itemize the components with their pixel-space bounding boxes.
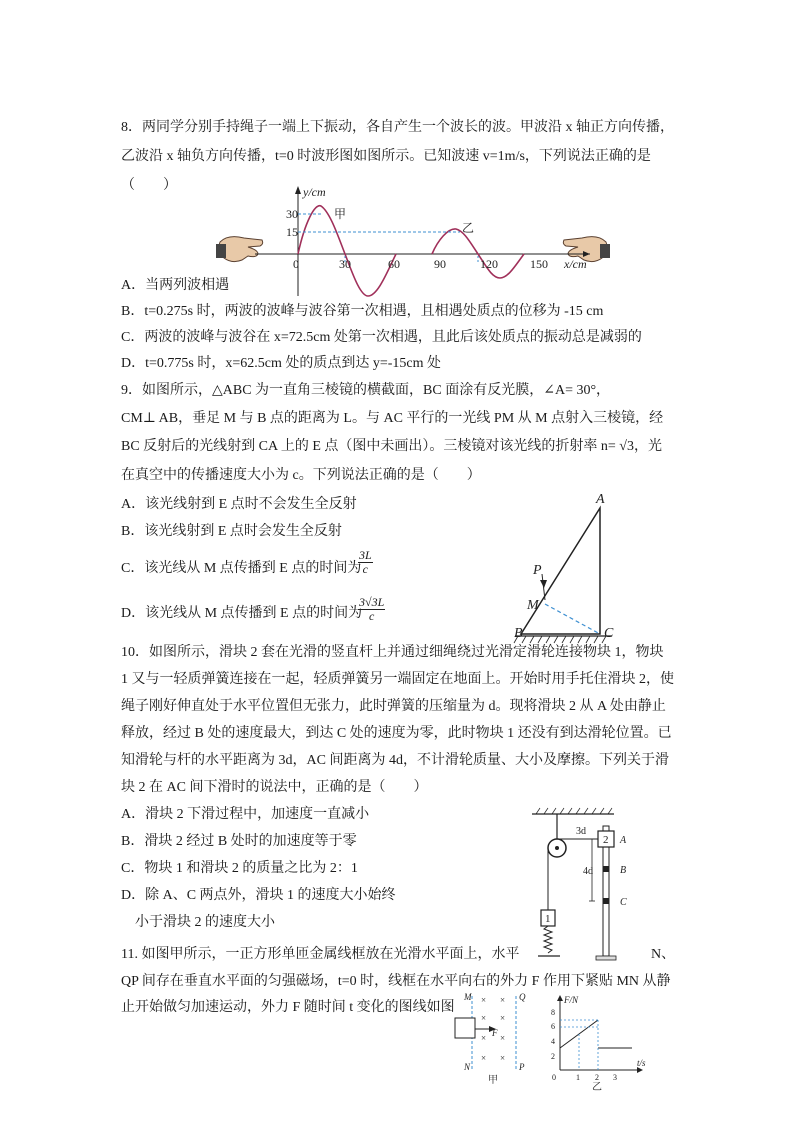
- svg-text:×: ×: [481, 995, 487, 1005]
- svg-text:B: B: [620, 865, 627, 876]
- q8-ytick-30: 30: [286, 207, 298, 221]
- q8-xtick-90: 90: [434, 257, 446, 271]
- svg-text:Q: Q: [519, 992, 526, 1002]
- q11-line1-tail: N、: [651, 947, 676, 962]
- svg-text:F: F: [492, 1028, 498, 1038]
- q8-xtick-120: 120: [480, 257, 498, 271]
- q9-label-p: P: [533, 563, 542, 578]
- q8-blank: （ ）: [121, 178, 177, 193]
- q9-label-a: A: [596, 492, 605, 507]
- q8-option-c: C．两波的波峰与波谷在 x=72.5cm 处第一次相遇，且此后该处质点的振动总是减弱的: [121, 330, 642, 345]
- q9-label-b: B: [514, 626, 523, 641]
- svg-text:甲: 甲: [488, 1075, 498, 1086]
- svg-text:×: ×: [500, 995, 506, 1005]
- q8-ytick-15: 15: [286, 225, 298, 239]
- svg-text:0: 0: [552, 1073, 556, 1082]
- svg-text:×: ×: [481, 1053, 487, 1063]
- q10-option-b: B．滑块 2 经过 B 处时的加速度等于零: [121, 834, 357, 849]
- q11-line2: QP 间存在垂直水平面的匀强磁场，t=0 时，线框在水平向右的外力 F 作用下紧贴 MN 从静: [121, 974, 671, 989]
- q8-x-label: x/cm: [564, 257, 587, 271]
- q10-option-d: D．除 A、C 两点外，滑块 1 的速度大小始终: [121, 888, 396, 903]
- q9-line3: BC 反射后的光线射到 CA 上的 E 点（图中未画出）。三棱镜对该光线的折射率 n= √3，光: [121, 439, 662, 454]
- svg-text:P: P: [519, 1062, 525, 1072]
- q8-xtick-30: 30: [339, 257, 351, 271]
- q9-label-c: C: [604, 626, 614, 641]
- svg-text:M: M: [464, 992, 472, 1002]
- label-3d: 3d: [576, 826, 586, 837]
- square-frame: [455, 1018, 475, 1038]
- q10-line1: 10．如图所示，滑块 2 套在光滑的竖直杆上并通过细绳绕过光滑定滑轮连接物块 1，物块: [121, 645, 664, 660]
- q8-option-a: A．当两列波相遇: [121, 278, 230, 293]
- q9-option-a: A．该光线射到 E 点时不会发生全反射: [121, 497, 357, 512]
- q10-line2: 1 又与一轻质弹簧连接在一起，轻质弹簧另一端固定在地面上。开始时用手托住滑块 2，使: [121, 672, 674, 687]
- svg-text:4: 4: [551, 1037, 555, 1046]
- svg-text:t/s: t/s: [637, 1058, 646, 1068]
- svg-text:C: C: [620, 897, 627, 908]
- q9-line4: 在真空中的传播速度大小为 c。下列说法正确的是（ ）: [121, 468, 481, 483]
- svg-text:×: ×: [500, 1013, 506, 1023]
- svg-text:乙: 乙: [592, 1082, 602, 1093]
- q9-line2: CM⊥ AB，垂足 M 与 B 点的距离为 L。与 AC 平行的一光线 PM 从 M 点射入三棱镜，经: [121, 411, 664, 426]
- q8-option-b: B．t=0.275s 时，两波的波峰与波谷第一次相遇，且相遇处质点的位移为 -15 cm: [121, 304, 604, 319]
- svg-text:F/N: F/N: [564, 995, 579, 1005]
- q9-line1: 9．如图所示，△ABC 为一直角三棱镜的横截面，BC 面涂有反光膜，∠A= 30°，: [121, 383, 611, 398]
- svg-text:8: 8: [551, 1008, 555, 1017]
- q9-option-c: C．该光线从 M 点传播到 E 点的时间为: [121, 561, 362, 576]
- q9-frac-d: $\frac{3√3L}{c}$: [359, 595, 385, 623]
- q10-option-a: A．滑块 2 下滑过程中，加速度一直减小: [121, 807, 370, 822]
- q9-option-d: D．该光线从 M 点传播到 E 点的时间为: [121, 606, 363, 621]
- svg-text:N: N: [464, 1062, 471, 1072]
- svg-text:3: 3: [613, 1073, 617, 1082]
- svg-text:2: 2: [595, 1073, 599, 1082]
- q8-label-jia: 甲: [334, 207, 347, 221]
- svg-text:2: 2: [551, 1052, 555, 1061]
- q9-option-b: B．该光线射到 E 点时会发生全反射: [121, 524, 342, 539]
- q11-line1: 11. 如图甲所示，一正方形单匝金属线框放在光滑水平面上，水平: [121, 947, 520, 962]
- svg-text:2: 2: [603, 834, 609, 846]
- q11-line3: 止开始做匀加速运动，外力 F 随时间 t 变化的图线如图: [121, 1000, 455, 1015]
- q8-xtick-150: 150: [530, 257, 548, 271]
- q10-line4: 释放，经过 B 处的速度最大，到达 C 处的速度为零，此时物块 1 还没有到达滑轮位置。已: [121, 726, 672, 741]
- svg-text:1: 1: [576, 1073, 580, 1082]
- svg-text:A: A: [620, 835, 627, 846]
- q8-xtick-60: 60: [388, 257, 400, 271]
- q10-line3: 绳子刚好伸直处于水平位置但无张力，此时弹簧的压缩量为 d。现将滑块 2 从 A 处由静止: [121, 699, 666, 714]
- label-4d: 4d: [583, 866, 593, 877]
- q9-frac-c: $\frac{3L}{c}$: [359, 548, 372, 576]
- svg-text:×: ×: [500, 1033, 506, 1043]
- q8-xtick-0: 0: [293, 257, 299, 271]
- svg-text:×: ×: [481, 1013, 487, 1023]
- svg-text:×: ×: [500, 1053, 506, 1063]
- q10-line5: 知滑轮与杆的水平距离为 3d，AC 间距离为 4d，不计滑轮质量、大小及摩擦。下列关于滑: [121, 753, 669, 768]
- q10-option-c: C．物块 1 和滑块 2 的质量之比为 2：1: [121, 861, 358, 876]
- q8-y-label: y/cm: [303, 185, 326, 199]
- svg-text:1: 1: [545, 913, 551, 925]
- svg-text:×: ×: [481, 1033, 487, 1043]
- q10-line6: 块 2 在 AC 间下滑时的说法中，正确的是（ ）: [121, 780, 428, 795]
- q8-label-yi: 乙: [462, 221, 475, 235]
- q8-line1: 8．两同学分别手持绳子一端上下振动，各自产生一个波长的波。甲波沿 x 轴正方向传播，: [121, 120, 674, 135]
- q8-line2: 乙波沿 x 轴负方向传播，t=0 时波形图如图所示。已知波速 v=1m/s，下列说法正确的是: [121, 149, 651, 164]
- svg-text:6: 6: [551, 1022, 555, 1031]
- q10-option-d-cont: 小于滑块 2 的速度大小: [135, 915, 275, 930]
- q9-label-m: M: [527, 598, 539, 613]
- q8-option-d: D．t=0.775s 时，x=62.5cm 处的质点到达 y=-15cm 处: [121, 356, 442, 371]
